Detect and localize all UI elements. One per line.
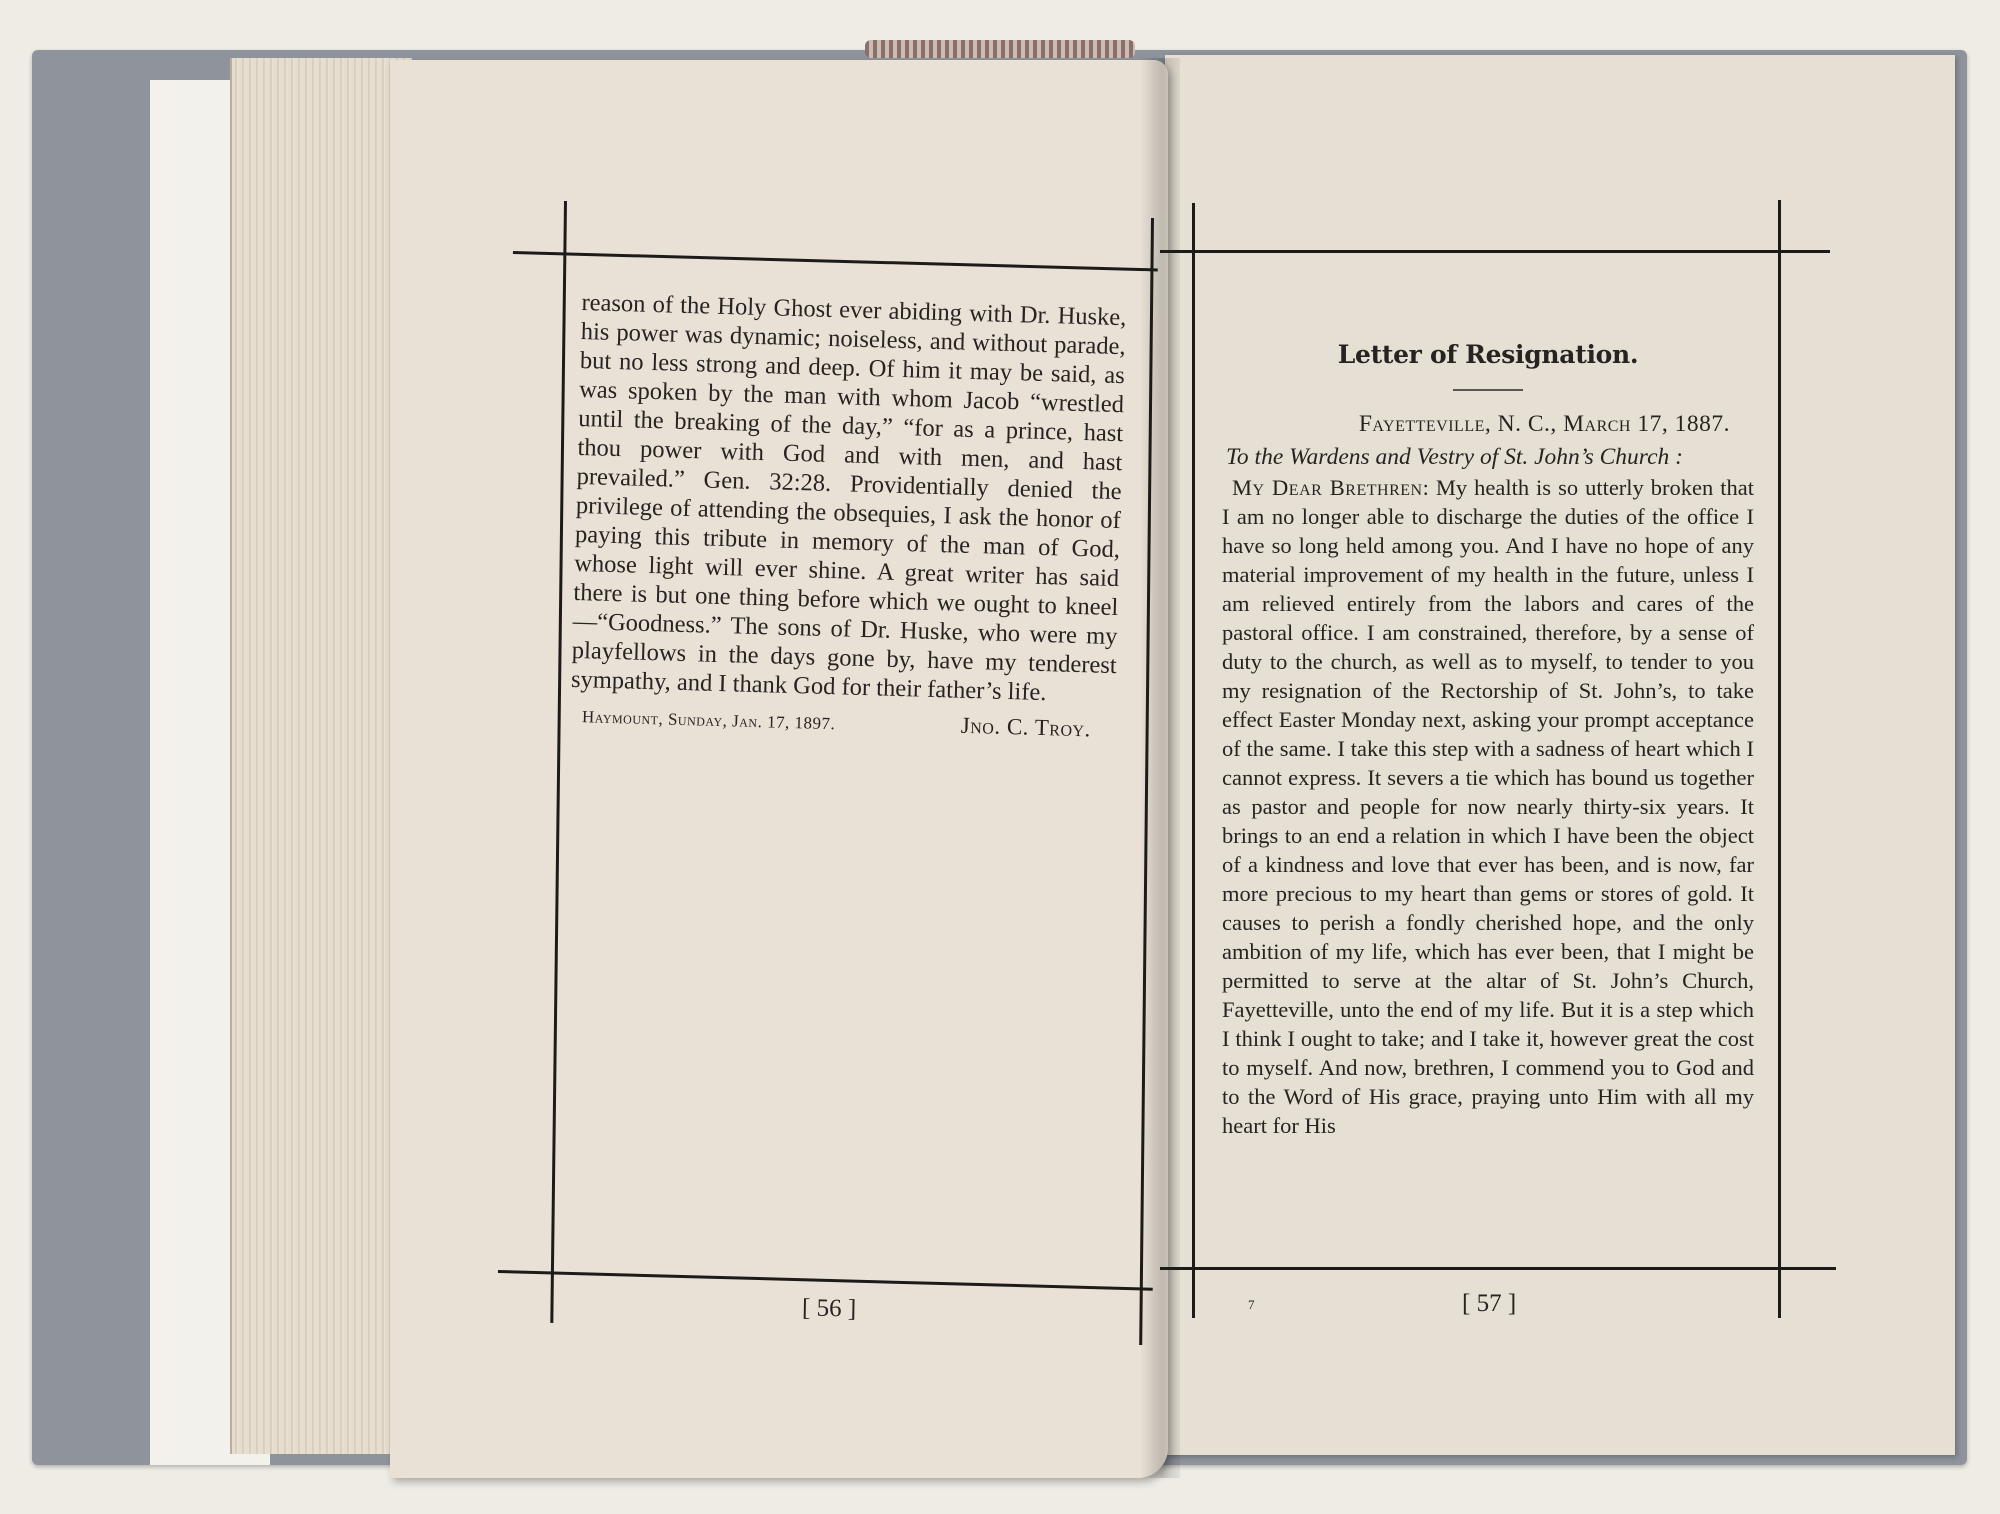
right-frame-left-rule (1192, 203, 1195, 1318)
right-frame-bottom-rule (1160, 1267, 1836, 1270)
letter-body-text: : My health is so utterly broken that I am no longer able to discharge the duties of the office I have so long held among you. And I have no hope of any material improvement of my health in the future, unless I am relieved entirely from the labors and cares of the pastoral office. I am constrained, therefore, by a sense of duty to the church, as well as to myself, to tender to you my resignation of the Rectorship of St. John’s, to take effect Easter Monday next, asking your prompt acceptance of the same. I take this step with a sadness of heart which I cannot express. It severs a tie which has bound us together as pastor and people for now nearly thirty-six years. It brings to an end a relation in which I have been the object of a kindness and love that ever has been, and is now, far more precious to my heart than gems or stores of gold. It causes to perish a fondly cherished hope, and the only ambition of my life, which has ever been, that I might be permitted to serve at the altar of St. John’s Church, Fayetteville, unto the end of my life. But it is a step which I think I ought to take; and I take it, however great the cost to myself. And now, brethren, I commend you to God and to the Word of His grace, praying unto Him with all my heart for His (1222, 475, 1755, 1138)
place-date: Haymount, Sunday, Jan. 17, 1897. (581, 707, 836, 734)
letter-body (1222, 473, 1754, 1140)
right-frame-right-rule (1778, 200, 1781, 1318)
right-frame-top-rule (1160, 250, 1830, 253)
page-number-right: [ 57 ] (1462, 1290, 1517, 1317)
left-page (390, 60, 1168, 1478)
page-stack-edge (230, 58, 412, 1454)
signature: Jno. C. Troy. (960, 712, 1092, 742)
signature-mark: 7 (1248, 1297, 1255, 1312)
title-rule (1453, 389, 1523, 391)
salutation: My Dear Brethren (1232, 475, 1423, 500)
dateline: Fayetteville, N. C., March 17, 1887. (1358, 411, 1730, 437)
left-page-text-block (570, 288, 1127, 743)
right-page-text-block (1222, 340, 1754, 1140)
left-page-paragraph: reason of the Holy Ghost ever abiding with Dr. Huske, his power was dynamic; noiseless, and without parade, but no less strong and deep. Of him it may be said, as was spoken by the man with whom Jacob “wrestled until the breaking of the day,” “for as a prince, hast thou power with God and with men, and hast prevailed.” Gen. 32:28. Providentially denied the privilege of attending the obsequies, I ask the honor of paying this tribute in memory of the man of God, whose light will ever shine. A great writer has said there is but one thing before which we ought to kneel—“Goodness.” The sons of Dr. Huske, who were my playfellows in the days gone by, have my tenderest sympathy, and I thank God for their father’s life. (570, 288, 1127, 707)
page-number-left: [ 56 ] (801, 1294, 857, 1323)
address-line: To the Wardens and Vestry of St. John’s Church : (1226, 444, 1683, 470)
headband (865, 40, 1135, 58)
letter-title: Letter of Resignation. (1337, 340, 1639, 369)
